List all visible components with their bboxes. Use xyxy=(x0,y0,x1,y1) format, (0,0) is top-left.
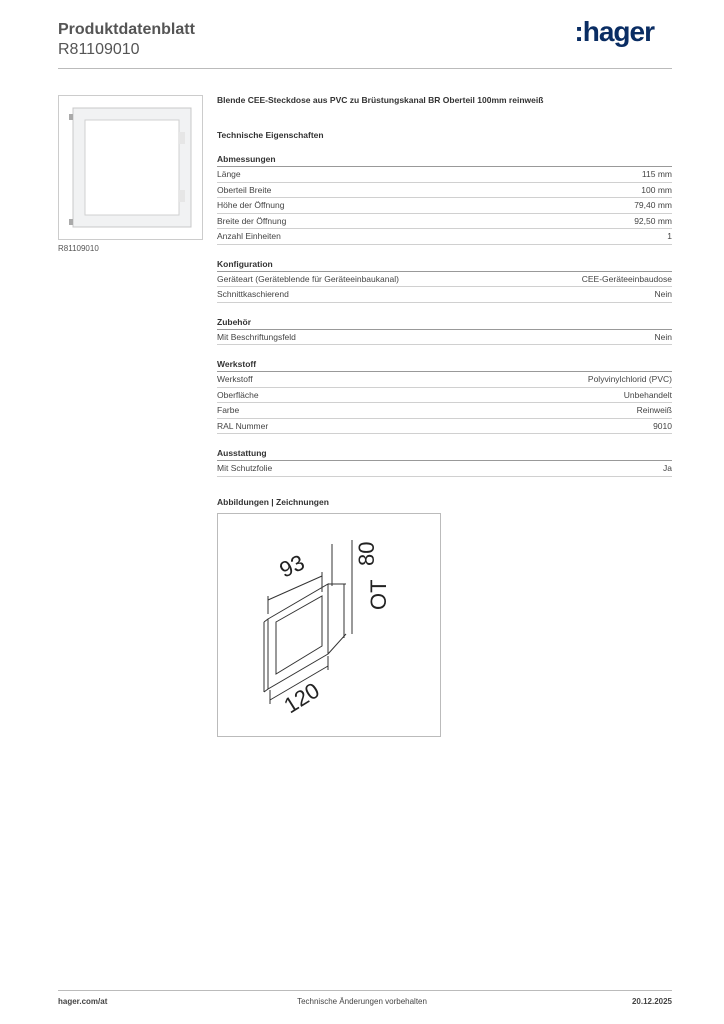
technical-drawing xyxy=(217,513,441,737)
property-row xyxy=(217,183,672,199)
footer-date: 20.12.2025 xyxy=(631,997,672,1006)
property-group xyxy=(217,154,672,245)
property-row xyxy=(217,229,672,245)
property-value: Polyvinylchlorid (PVC) xyxy=(587,374,672,384)
property-label: Oberfläche xyxy=(217,389,259,400)
property-value: 100 mm xyxy=(641,184,672,195)
document-header xyxy=(58,20,195,60)
dim-height-label: 80 xyxy=(354,541,379,566)
group-title: Werkstoff xyxy=(217,359,672,372)
logo-text: hager xyxy=(582,16,654,47)
property-row xyxy=(217,272,672,288)
property-label: Geräteart (Geräteblende für Geräteeinbaukanal) xyxy=(217,273,399,284)
property-value: Unbehandelt xyxy=(623,389,672,400)
property-label: Oberteil Breite xyxy=(217,184,272,195)
header-divider xyxy=(58,68,672,69)
property-label: Höhe der Öffnung xyxy=(217,200,285,210)
group-title: Abmessungen xyxy=(217,154,672,167)
property-value: 79,40 mm xyxy=(634,200,672,210)
product-content xyxy=(217,95,672,737)
product-thumbnail xyxy=(58,95,203,240)
property-row xyxy=(217,287,672,303)
property-label: Mit Schutzfolie xyxy=(217,463,273,473)
property-group xyxy=(217,259,672,303)
property-label: Farbe xyxy=(217,405,240,415)
property-group xyxy=(217,359,672,434)
hager-logo: :hager xyxy=(574,16,654,47)
property-group xyxy=(217,317,672,346)
property-label: Schnittkaschierend xyxy=(217,289,289,299)
thumbnail-caption: R81109010 xyxy=(58,244,99,253)
property-row xyxy=(217,198,672,214)
property-label: Werkstoff xyxy=(217,374,253,384)
property-value: 92,50 mm xyxy=(634,215,672,226)
group-title: Ausstattung xyxy=(217,448,672,461)
dim-width-label: 93 xyxy=(275,549,309,583)
images-heading: Abbildungen | Zeichnungen xyxy=(217,496,329,507)
dim-ot-label: OT xyxy=(366,578,391,610)
property-value: Ja xyxy=(663,463,672,473)
property-label: RAL Nummer xyxy=(217,420,269,431)
group-title: Konfiguration xyxy=(217,259,672,272)
property-value: Nein xyxy=(654,289,672,299)
property-label: Mit Beschriftungsfeld xyxy=(217,331,296,342)
group-title: Zubehör xyxy=(217,317,672,330)
property-row xyxy=(217,330,672,346)
property-row xyxy=(217,461,672,477)
footer-website: hager.com/at xyxy=(58,997,108,1006)
document-title: Produktdatenblatt xyxy=(58,21,195,38)
property-row xyxy=(217,419,672,435)
property-groups xyxy=(217,154,672,477)
property-value: Reinweiß xyxy=(636,405,672,415)
property-row xyxy=(217,214,672,230)
property-value: 115 mm xyxy=(641,169,672,179)
property-row xyxy=(217,403,672,419)
footer-divider xyxy=(58,990,672,991)
property-label: Anzahl Einheiten xyxy=(217,231,281,241)
footer-disclaimer: Technische Änderungen vorbehalten xyxy=(297,997,427,1006)
property-value: Nein xyxy=(654,331,672,342)
property-value: 1 xyxy=(667,231,672,241)
dim-length-label: 120 xyxy=(279,677,324,718)
property-label: Länge xyxy=(217,169,241,179)
property-row xyxy=(217,167,672,183)
property-label: Breite der Öffnung xyxy=(217,215,287,226)
section-heading: Technische Eigenschaften xyxy=(217,130,324,140)
property-group xyxy=(217,448,672,477)
property-value: CEE-Geräteeinbaudose xyxy=(581,273,672,284)
product-code: R81109010 xyxy=(58,41,140,58)
property-row xyxy=(217,388,672,404)
property-row xyxy=(217,372,672,388)
property-value: 9010 xyxy=(653,420,672,431)
product-title: Blende CEE-Steckdose aus PVC zu Brüstungskanal BR Oberteil 100mm reinweiß xyxy=(217,95,544,105)
